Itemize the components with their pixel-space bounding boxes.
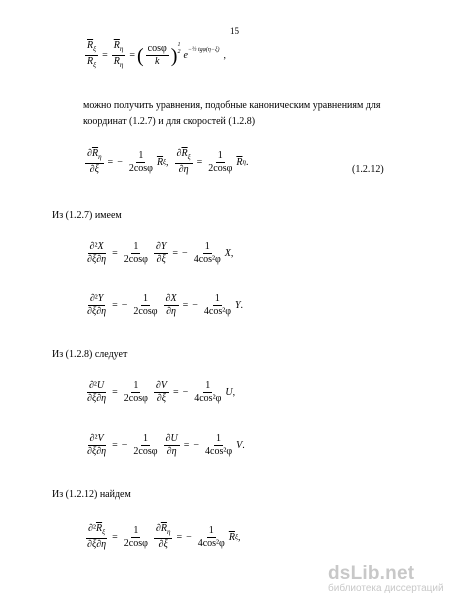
intro-3: Из (1.2.12) найдем	[52, 489, 131, 500]
fraction-r-eta: $\frac{\overline{R}_\eta}{R_\eta}$	[113, 40, 124, 69]
intro-1: Из (1.2.7) имеем	[52, 210, 122, 221]
fraction-r-ratio: $\frac{\overline{R}_\xi}{R_\xi}$	[87, 40, 97, 69]
intro-2: Из (1.2.8) следует	[52, 349, 128, 360]
equation-x: $\frac{\text{∂²X}}{\partial\xi\partial\eta}$ = $\frac{1}{2\cos\varphi}$ $\frac{\partial Y}{\partial\xi}$ = − $\frac{1}{\text{4cos²φ}}$ X ,	[87, 241, 234, 265]
equation-2: $\frac{\partial\overline{R}_\eta}{\partial\xi}$ = − $\frac{1}{2\cos\varphi}$ $\overline{R}$ ξ , $\frac{\partial\overline{R}_\xi}{\partial\eta}$ = $\frac{1}{2\cos\varphi}$ $\overline{R}$ η .	[87, 148, 249, 175]
equation-y: $\frac{\text{∂²Y}}{\partial\xi\partial\eta}$ = − $\frac{1}{2\cos\varphi}$ $\frac{\partial X}{\partial\eta}$ = − $\frac{1}{\text{4cos²φ}}$ Y .	[87, 293, 244, 317]
fraction-cos-k: $\frac{\cos\varphi}{k}$	[147, 43, 167, 67]
equation-number: (1.2.12)	[352, 164, 384, 175]
watermark	[328, 563, 448, 594]
watermark-tagline: библиотека диссертаций	[328, 583, 444, 594]
watermark-brand: dsLib.net	[328, 563, 415, 584]
exponent-half: 1 2	[177, 41, 181, 55]
equation-v: $\frac{\text{∂²V}}{\partial\xi\partial\eta}$ = − $\frac{1}{2\cos\varphi}$ $\frac{\partial U}{\partial\eta}$ = − $\frac{1}{\text{4cos²φ}}$ V .	[87, 433, 245, 457]
equation-u: $\frac{\text{∂²U}}{\partial\xi\partial\eta}$ = $\frac{1}{2\cos\varphi}$ $\frac{\partial V}{\partial\xi}$ = − $\frac{1}{\text{4cos²φ}}$ U ,	[87, 380, 236, 404]
equation-r-xi: $\frac{\partial^2\overline{R}_\xi}{\partial\xi\partial\eta}$ = $\frac{1}{2\cos\varphi}$ $\frac{\partial\overline{R}_\eta}{\partial\xi}$ = − $\frac{1}{\text{4cos²φ}}$ $\overline{R}$ ξ ,	[87, 523, 241, 550]
equation-1: $\frac{\overline{R}_\xi}{R_\xi}$ = $\frac{\overline{R}_\eta}{R_\eta}$ = ( $\frac{\cos\varphi}{k}$ ) 1 2 e −½ tgφ(η−ξ) ,	[87, 40, 227, 69]
page-number: 15	[230, 26, 239, 36]
paragraph-line-1: можно получить уравнения, подобные каноническим уравнениям для	[83, 100, 381, 111]
paragraph-line-2: координат (1.2.7) и для скоростей (1.2.8)	[83, 116, 256, 127]
